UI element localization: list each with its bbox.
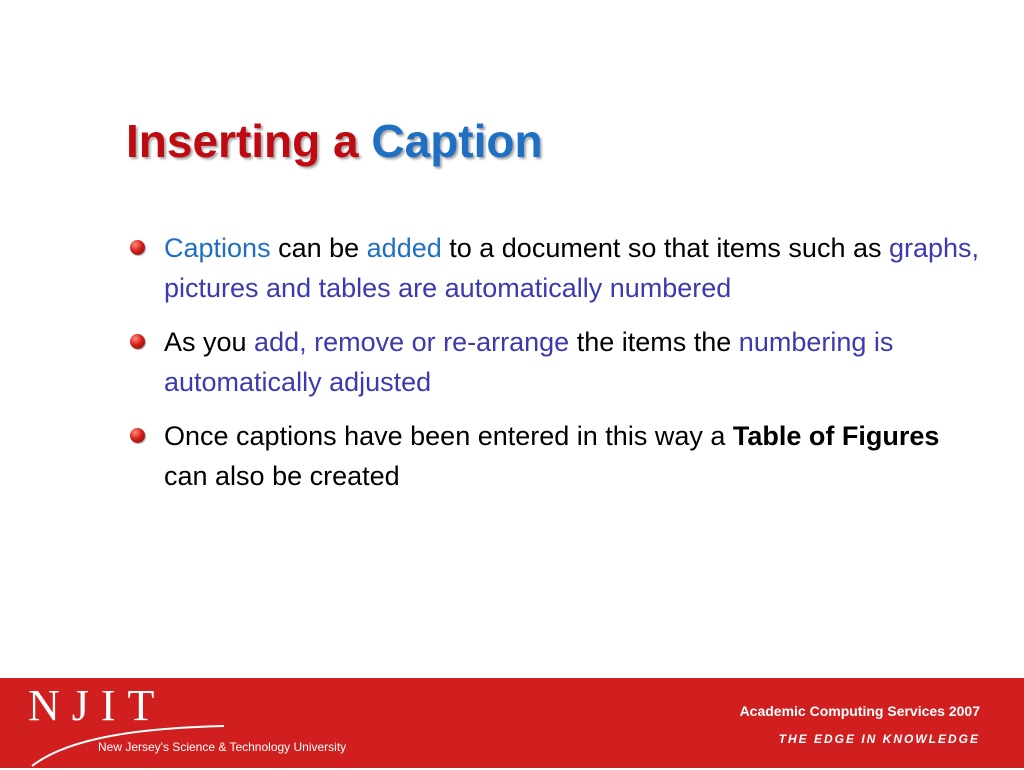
- tagline-text: THE EDGE IN KNOWLEDGE: [778, 732, 980, 746]
- bullet-segment: can also be created: [164, 461, 400, 491]
- bullet-segment: Once captions have been entered in this way a: [164, 421, 733, 451]
- bullet-segment: As you: [164, 327, 255, 357]
- footer-credits: [740, 702, 980, 746]
- bullet-segment: Captions: [164, 233, 271, 263]
- bullet-item: [128, 322, 988, 402]
- bullet-item: [128, 416, 988, 496]
- logo-letters: NJIT: [28, 681, 167, 730]
- footer-bar: [0, 678, 1024, 768]
- title-part-2: Caption: [371, 115, 543, 167]
- bullet-segment: graphs, pictures and tables are automatically numbered: [164, 233, 980, 303]
- title-part-1: Inserting a: [126, 115, 359, 167]
- logo-subtitle: New Jersey's Science & Technology University: [98, 740, 347, 754]
- bullet-segment: add, remove or re-arrange: [254, 327, 570, 357]
- bullet-segment: to a document so that items such as: [441, 233, 889, 263]
- bullet-item: [128, 228, 988, 308]
- bullet-segment: added: [366, 233, 442, 263]
- bullet-segment: the items the: [569, 327, 739, 357]
- bullet-dot-icon: [130, 428, 145, 443]
- njit-logo: [28, 681, 347, 754]
- bullet-dot-icon: [130, 240, 145, 255]
- slide-title: [126, 108, 543, 174]
- bullet-segment: Table of Figures: [732, 421, 940, 451]
- credit-text: Academic Computing Services 2007: [739, 703, 980, 719]
- bullet-segment: numbering is automatically adjusted: [164, 327, 894, 397]
- bullet-dot-icon: [130, 334, 145, 349]
- bullet-list: [128, 228, 988, 510]
- bullet-segment: can be: [270, 233, 367, 263]
